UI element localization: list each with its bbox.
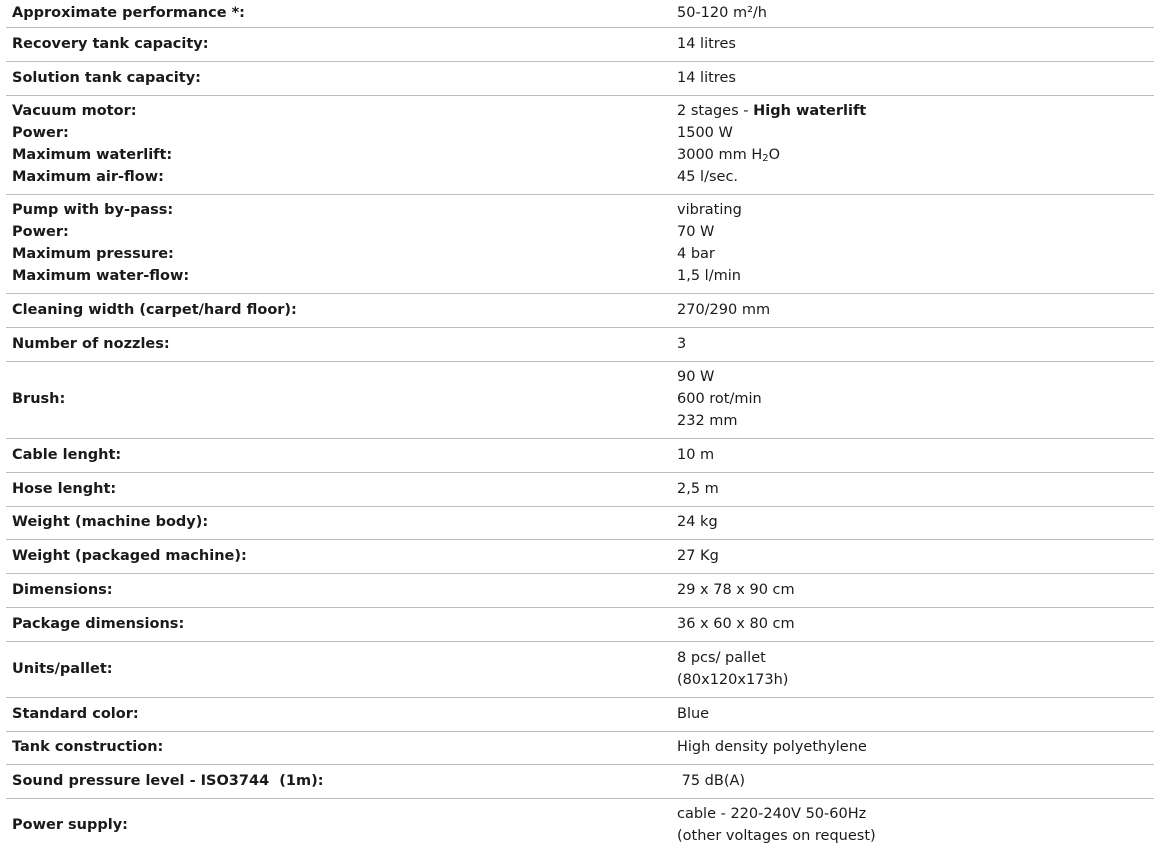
spec-row-standard-color (6, 698, 1154, 732)
spec-value (671, 28, 1154, 61)
value-line: 27 Kg (677, 547, 719, 564)
value-line: 8 pcs/ pallet (677, 649, 766, 666)
value-line (677, 101, 1154, 123)
spec-value (671, 642, 1154, 697)
spec-row-cable-length (6, 439, 1154, 473)
value-line: (80x120x173h) (677, 671, 789, 688)
value-line: 45 l/sec. (677, 168, 739, 185)
spec-row-brush (6, 362, 1154, 439)
spec-label (6, 294, 671, 327)
spec-row-solution-tank (6, 62, 1154, 96)
label-line: Power: (12, 224, 69, 241)
value-line: 90 W (677, 369, 715, 386)
value-text: 3000 mm H (677, 147, 763, 163)
label-line: Number of nozzles: (12, 335, 170, 352)
spec-row-weight-packaged (6, 540, 1154, 574)
spec-row-weight-body (6, 507, 1154, 540)
spec-row-package-dimensions (6, 608, 1154, 642)
spec-label (6, 540, 671, 573)
value-text: 2 stages - (677, 103, 754, 120)
label-line: Power supply: (12, 817, 128, 834)
spec-value (671, 0, 1154, 27)
value-line: 70 W (677, 224, 715, 241)
value-line: 36 x 60 x 80 cm (677, 615, 795, 632)
label-line: Weight (machine body): (12, 514, 209, 531)
value-text: O (768, 147, 781, 163)
label-line: Units/pallet: (12, 660, 113, 677)
value-line: 50-120 m²/h (677, 4, 767, 21)
spec-label (6, 507, 671, 539)
spec-value (671, 362, 1154, 438)
label-line: Cleaning width (carpet/hard floor): (12, 301, 297, 318)
spec-row-pump (6, 195, 1154, 294)
spec-label (6, 62, 671, 95)
spec-label (6, 96, 671, 194)
spec-row-sound-pressure (6, 765, 1154, 799)
value-line: 14 litres (677, 35, 736, 52)
subscript: 2 (762, 153, 769, 164)
label-line: Weight (packaged machine): (12, 547, 247, 564)
value-line: 270/290 mm (677, 301, 771, 318)
value-line: 4 bar (677, 246, 715, 262)
value-line: 1,5 l/min (677, 267, 741, 284)
spec-row-units-pallet (6, 642, 1154, 698)
value-line: 10 m (677, 446, 715, 463)
spec-value (671, 540, 1154, 573)
label-line: Pump with by-pass: (12, 202, 174, 219)
label-line: Vacuum motor: (12, 103, 137, 120)
spec-label (6, 765, 671, 798)
label-line: Solution tank capacity: (12, 69, 201, 86)
spec-row-power-supply (6, 799, 1154, 853)
spec-value (671, 799, 1154, 853)
label-line: Brush: (12, 391, 66, 408)
value-line: cable - 220-240V 50-60Hz (677, 806, 867, 823)
spec-row-dimensions (6, 574, 1154, 608)
label-line: Maximum air-flow: (12, 168, 164, 185)
value-line: 75 dB(A) (677, 772, 746, 789)
label-line: Standard color: (12, 705, 139, 722)
spec-value (671, 328, 1154, 361)
spec-value (671, 195, 1154, 293)
label-line: Maximum waterlift: (12, 147, 173, 163)
spec-label (6, 732, 671, 764)
label-line: Approximate performance *: (12, 4, 245, 21)
spec-value (671, 698, 1154, 731)
label-line: Sound pressure level - ISO3744 (1m): (12, 772, 324, 789)
value-line: 232 mm (677, 412, 738, 429)
value-line: High density polyethylene (677, 739, 867, 756)
spec-label (6, 328, 671, 361)
value-line (677, 145, 1154, 167)
label-line: Maximum water-flow: (12, 267, 190, 284)
label-line: Package dimensions: (12, 615, 185, 632)
spec-value (671, 732, 1154, 764)
label-line: Maximum pressure: (12, 246, 174, 262)
value-line: 1500 W (677, 125, 733, 142)
spec-label (6, 195, 671, 293)
spec-label (6, 799, 671, 853)
spec-label (6, 574, 671, 607)
value-line: vibrating (677, 202, 742, 219)
spec-row-vacuum-motor (6, 96, 1154, 195)
spec-value (671, 62, 1154, 95)
value-line: 2,5 m (677, 480, 719, 497)
label-line: Recovery tank capacity: (12, 35, 209, 52)
spec-row-tank-construction (6, 732, 1154, 765)
spec-label (6, 473, 671, 506)
value-line: 600 rot/min (677, 391, 762, 408)
label-line: Dimensions: (12, 581, 113, 598)
spec-value (671, 96, 1154, 194)
spec-label (6, 439, 671, 472)
spec-value (671, 473, 1154, 506)
spec-label (6, 642, 671, 697)
value-line: 24 kg (677, 514, 718, 531)
spec-value (671, 439, 1154, 472)
value-line: (other voltages on request) (677, 828, 876, 844)
spec-row-cleaning-width (6, 294, 1154, 328)
spec-table (6, 0, 1154, 853)
spec-row-performance (6, 0, 1154, 28)
value-line: Blue (677, 705, 710, 722)
spec-value (671, 574, 1154, 607)
spec-label (6, 362, 671, 438)
spec-value (671, 507, 1154, 539)
spec-label (6, 28, 671, 61)
value-line: 29 x 78 x 90 cm (677, 581, 795, 598)
value-bold-text: High waterlift (753, 103, 867, 120)
spec-row-hose-length (6, 473, 1154, 507)
label-line: Power: (12, 125, 69, 142)
spec-label (6, 0, 671, 27)
value-line: 3 (677, 335, 687, 352)
spec-row-nozzles (6, 328, 1154, 362)
label-line: Tank construction: (12, 739, 164, 756)
spec-value (671, 608, 1154, 641)
spec-value (671, 765, 1154, 798)
spec-label (6, 608, 671, 641)
value-line: 14 litres (677, 69, 736, 86)
label-line: Cable lenght: (12, 446, 122, 463)
label-line: Hose lenght: (12, 480, 117, 497)
spec-value (671, 294, 1154, 327)
spec-label (6, 698, 671, 731)
spec-row-recovery-tank (6, 28, 1154, 62)
